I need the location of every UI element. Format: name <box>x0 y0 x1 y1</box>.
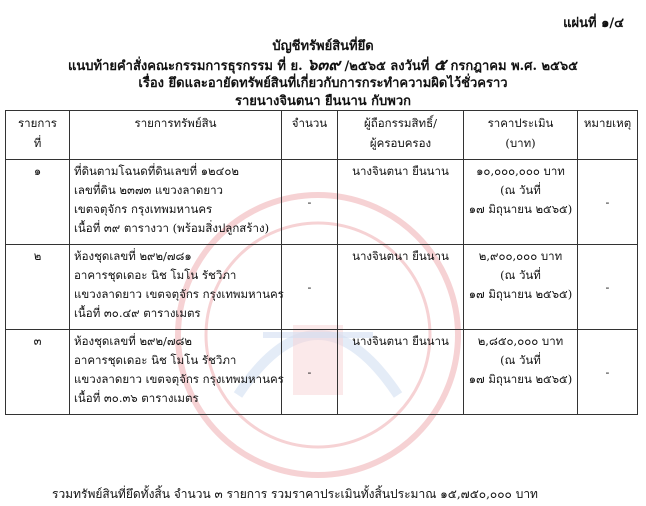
asset-table <box>5 110 638 415</box>
table-row <box>6 330 638 415</box>
document-title: บัญชีทรัพย์สินที่ยึด <box>272 39 374 54</box>
table-row <box>6 245 638 330</box>
header-description: รายการทรัพย์สิน <box>70 111 282 160</box>
asset-note: - <box>578 330 638 415</box>
document-subject: เรื่อง ยึดและอายัดทรัพย์สินที่เกี่ยวกับการกระทำความผิดไว้ชั่วคราว <box>138 76 508 91</box>
header-price: ราคาประเมิน (บาท) <box>464 111 578 160</box>
asset-description: ที่ดินตามโฉนดที่ดินเลขที่ ๑๒๔๐๒ เลขที่ดิน ๒๓๗๓ แขวงลาดยาว เขตจตุจักร กรุงเทพมหานคร เนื้อที่ ๓๙ ตารางวา (พร้อมสิ่งปลูกสร้าง) <box>70 160 282 245</box>
row-number: ๓ <box>6 330 70 415</box>
order-date: กรกฎาคม พ.ศ. ๒๕๖๕ <box>450 59 578 74</box>
header-item-no: รายการ ที่ <box>6 111 70 160</box>
sheet-number: แผ่นที่ ๑/๔ <box>563 16 624 31</box>
asset-quantity: - <box>282 160 338 245</box>
asset-price: ๒,๙๐๐,๐๐๐ บาท (ณ วันที่ ๑๗ มิถุนายน ๒๕๖๕) <box>464 245 578 330</box>
asset-description: ห้องชุดเลขที่ ๒๙๒/๗๘๒ อาคารชุดเดอะ นิช โมโน รัชวิภา แขวงลาดยาว เขตจตุจักร กรุงเทพมหานคร เนื้อที่ ๓๐.๓๖ ตารางเมตร <box>70 330 282 415</box>
table-header-row <box>6 111 638 160</box>
order-number: ๖๓๙ <box>307 55 340 74</box>
header-note: หมายเหตุ <box>578 111 638 160</box>
order-mid: /๒๕๖๕ ลงวันที่ <box>344 59 430 74</box>
summary-total: รวมทรัพย์สินที่ยึดทั้งสิ้น จำนวน ๓ รายการ รวมราคาประเมินทั้งสิ้นประมาณ ๑๕,๗๕๐,๐๐๐ บาท <box>52 487 538 501</box>
party-name: รายนางจินตนา ยืนนาน กับพวก <box>234 94 412 109</box>
asset-description: ห้องชุดเลขที่ ๒๙๒/๗๘๑ อาคารชุดเดอะ นิช โมโน รัชวิภา แขวงลาดยาว เขตจตุจักร กรุงเทพมหานคร เนื้อที่ ๓๐.๔๙ ตารางเมตร <box>70 245 282 330</box>
asset-owner: นางจินตนา ยืนนาน <box>338 160 464 245</box>
header-quantity: จำนวน <box>282 111 338 160</box>
order-day: ๕ <box>433 55 447 74</box>
asset-owner: นางจินตนา ยืนนาน <box>338 245 464 330</box>
asset-note: - <box>578 245 638 330</box>
row-number: ๑ <box>6 160 70 245</box>
asset-price: ๒,๘๕๐,๐๐๐ บาท (ณ วันที่ ๑๗ มิถุนายน ๒๕๖๕) <box>464 330 578 415</box>
header-owner: ผู้ถือกรรมสิทธิ์/ ผู้ครอบครอง <box>338 111 464 160</box>
table-row <box>6 160 638 245</box>
asset-quantity: - <box>282 330 338 415</box>
order-prefix: แนบท้ายคำสั่งคณะกรรมการธุรกรรม ที่ ย. <box>67 59 303 74</box>
asset-note: - <box>578 160 638 245</box>
asset-quantity: - <box>282 245 338 330</box>
asset-price: ๑๐,๐๐๐,๐๐๐ บาท (ณ วันที่ ๑๗ มิถุนายน ๒๕๖๕) <box>464 160 578 245</box>
row-number: ๒ <box>6 245 70 330</box>
asset-owner: นางจินตนา ยืนนาน <box>338 330 464 415</box>
